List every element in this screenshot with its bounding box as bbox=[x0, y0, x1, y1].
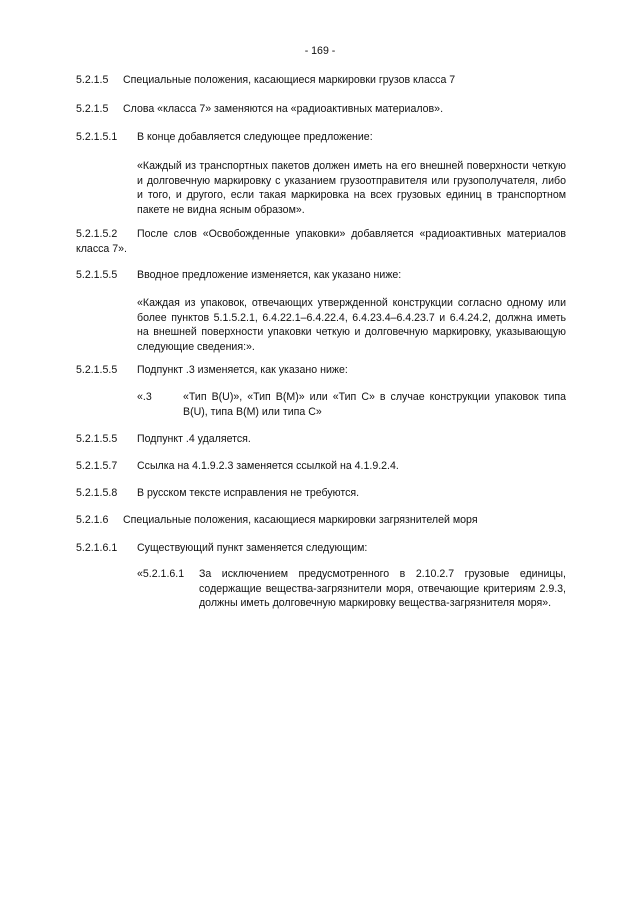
paragraph-number: 5.2.1.5.1 bbox=[76, 131, 118, 143]
section-text: Специальные положения, касающиеся маркировки грузов класса 7 bbox=[123, 74, 456, 86]
paragraph-text: В русском тексте исправления не требуются. bbox=[137, 487, 360, 499]
list-label: «.3 bbox=[137, 391, 152, 403]
replacement-text: За исключением предусмотренного в 2.10.2.7 грузовые единицы, содержащие вещества-загрязнители моря, отвечающие критериям 2.9.3, должны иметь долговечную маркировку вещества-загрязнителя моря». bbox=[199, 568, 566, 610]
quoted-text: «Каждая из упаковок, отвечающих утвержденной конструкции согласно одному или более пунктов 5.1.5.2.1, 6.4.22.1–6.4.22.4, 6.4.23.4–6.4.23.7 и 6.4.24.2, должна иметь на внешней поверхности упаковки четкую и долговечную маркировку, указывающую следующие сведения:». bbox=[137, 297, 566, 353]
paragraph-text: Слова «класса 7» заменяются на «радиоактивных материалов». bbox=[123, 103, 444, 115]
paragraph-number: 5.2.1.6.1 bbox=[76, 542, 118, 554]
paragraph bbox=[76, 459, 566, 474]
section-heading bbox=[76, 513, 566, 528]
paragraph bbox=[76, 268, 566, 283]
paragraph-text: После слов «Освобожденные упаковки» добавляется «радиоактивных материалов класса 7». bbox=[76, 228, 566, 255]
paragraph-number: 5.2.1.5.7 bbox=[76, 460, 118, 472]
paragraph-text: Подпункт .3 изменяется, как указано ниже: bbox=[137, 364, 348, 376]
replacement-label: «5.2.1.6.1 bbox=[137, 568, 185, 580]
section-heading bbox=[76, 73, 566, 88]
paragraph-text: Вводное предложение изменяется, как указано ниже: bbox=[137, 269, 402, 281]
paragraph-text: Подпункт .4 удаляется. bbox=[137, 433, 251, 445]
paragraph-number: 5.2.1.5.8 bbox=[76, 487, 118, 499]
paragraph bbox=[76, 363, 566, 378]
section-text: Специальные положения, касающиеся маркировки загрязнителей моря bbox=[123, 514, 478, 526]
paragraph bbox=[76, 130, 566, 145]
paragraph-number: 5.2.1.5.5 bbox=[76, 269, 118, 281]
paragraph-number: 5.2.1.5.5 bbox=[76, 364, 118, 376]
paragraph-text: Существующий пункт заменяется следующим: bbox=[137, 542, 368, 554]
paragraph bbox=[76, 102, 566, 117]
section-number: 5.2.1.5 bbox=[76, 74, 109, 86]
paragraph-number: 5.2.1.5.5 bbox=[76, 433, 118, 445]
paragraph bbox=[76, 227, 566, 256]
paragraph bbox=[76, 541, 566, 556]
page-number: - 169 - bbox=[304, 45, 336, 57]
paragraph bbox=[76, 432, 566, 447]
quoted-text: «Каждый из транспортных пакетов должен иметь на его внешней поверхности четкую и долговечную маркировку с указанием грузоотправителя или грузополучателя, либо и того, и другого, если такая маркировка на всех грузовых единиц в транспортном пакете не видна ясным образом». bbox=[137, 160, 566, 216]
section-number: 5.2.1.6 bbox=[76, 514, 109, 526]
paragraph-text: В конце добавляется следующее предложение: bbox=[137, 131, 373, 143]
paragraph-number: 5.2.1.5 bbox=[76, 103, 109, 115]
paragraph-number: 5.2.1.5.2 bbox=[76, 228, 118, 240]
paragraph bbox=[76, 486, 566, 501]
list-text: «Тип B(U)», «Тип B(M)» или «Тип C» в случае конструкции упаковок типа B(U), типа B(M) или типа C» bbox=[183, 391, 566, 418]
paragraph-text: Ссылка на 4.1.9.2.3 заменяется ссылкой на 4.1.9.2.4. bbox=[137, 460, 399, 472]
